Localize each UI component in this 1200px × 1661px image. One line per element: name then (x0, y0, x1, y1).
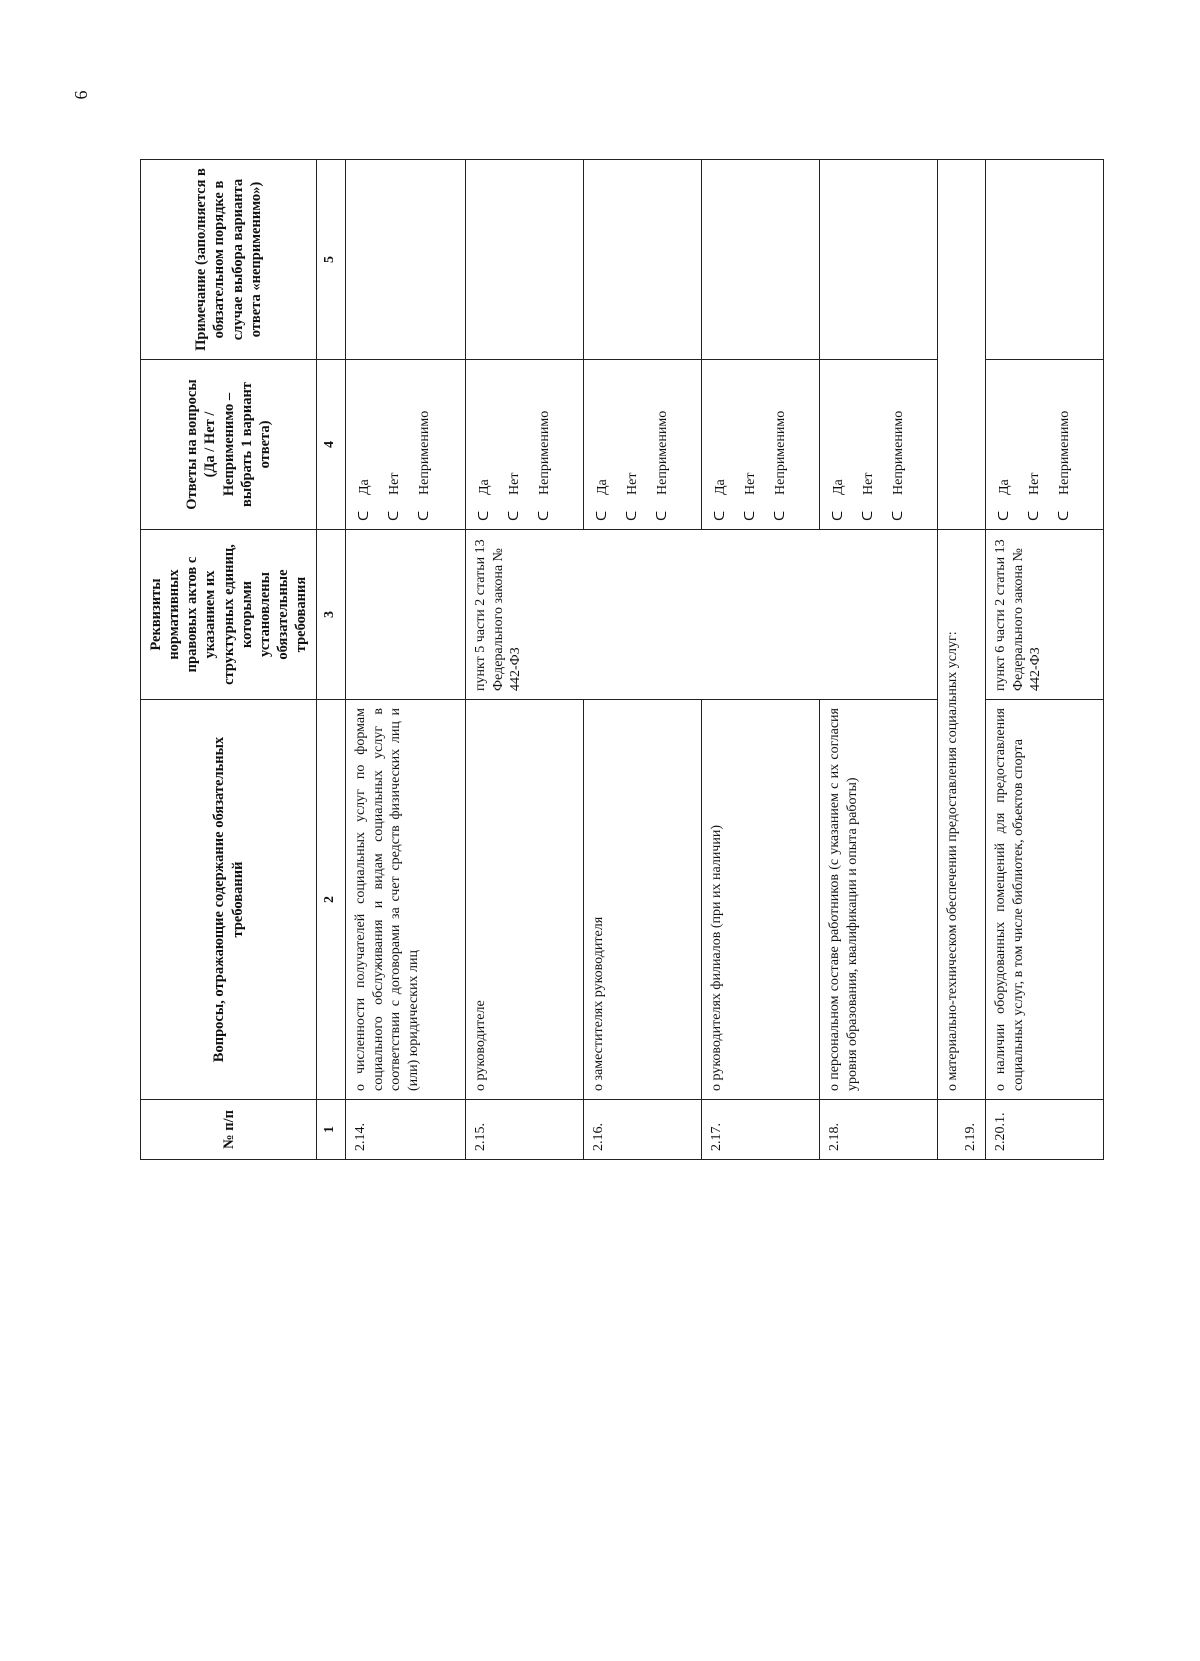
answer-label: Нет (625, 472, 641, 495)
note-cell[interactable] (820, 160, 938, 360)
row-number: 2.20.1. (986, 1100, 1104, 1160)
column-number: 2 (317, 700, 346, 1100)
radio-icon[interactable]: ᑕ (891, 510, 907, 521)
requisites-text (584, 530, 702, 700)
answer-group (820, 360, 938, 530)
column-number: 3 (317, 530, 346, 700)
table-row (584, 160, 702, 1160)
radio-icon[interactable]: ᑕ (861, 510, 877, 521)
row-number: 2.19. (938, 1100, 986, 1160)
answer-group (986, 360, 1104, 530)
column-number: 1 (317, 1100, 346, 1160)
answer-option-no[interactable] (500, 368, 530, 521)
note-cell[interactable] (584, 160, 702, 360)
radio-icon[interactable]: ᑕ (743, 510, 759, 521)
answer-label: Да (595, 479, 611, 495)
answer-option-yes[interactable] (350, 368, 380, 521)
answer-option-no[interactable] (618, 368, 648, 521)
header-question: Вопросы, отражающие содержание обязательных требований (141, 700, 317, 1100)
answer-label: Нет (507, 472, 523, 495)
row-number: 2.18. (820, 1100, 938, 1160)
requirements-table (140, 159, 1104, 1160)
table-row (346, 160, 466, 1160)
radio-icon[interactable]: ᑕ (507, 510, 523, 521)
radio-icon[interactable]: ᑕ (655, 510, 671, 521)
radio-icon[interactable]: ᑕ (417, 510, 433, 521)
requisites-text (702, 530, 820, 700)
answer-option-yes[interactable] (824, 368, 854, 521)
answer-option-no[interactable] (736, 368, 766, 521)
section-row (938, 160, 986, 1160)
note-cell[interactable] (466, 160, 584, 360)
radio-icon[interactable]: ᑕ (1057, 510, 1073, 521)
radio-icon[interactable]: ᑕ (477, 510, 493, 521)
requisites-text: пункт 5 части 2 статьи 13 Федерального закона № 442-ФЗ (466, 530, 584, 700)
question-text: о заместителях руководителя (584, 700, 702, 1100)
radio-icon[interactable]: ᑕ (773, 510, 789, 521)
answer-option-na[interactable] (648, 368, 678, 521)
question-text: о численности получателей социальных услуг по формам социального обслуживания и видам социальных услуг в соответствии с договорами за счет средств физических лиц и (или) юридических лиц (346, 700, 466, 1100)
note-cell[interactable] (986, 160, 1104, 360)
header-row (141, 160, 317, 1160)
question-text: о руководителях филиалов (при их наличии) (702, 700, 820, 1100)
answer-label: Да (831, 479, 847, 495)
radio-icon[interactable]: ᑕ (625, 510, 641, 521)
answer-label: Неприменимо (891, 410, 907, 495)
radio-icon[interactable]: ᑕ (997, 510, 1013, 521)
header-note: Примечание (заполняется в обязательном порядке в случае выбора варианта ответа «неприменимо») (141, 160, 317, 360)
answer-label: Да (997, 479, 1013, 495)
question-text: о наличии оборудованных помещений для предоставления социальных услуг, в том числе библиотек, объектов спорта (986, 700, 1104, 1100)
note-cell[interactable] (702, 160, 820, 360)
radio-icon[interactable]: ᑕ (537, 510, 553, 521)
answer-label: Да (713, 479, 729, 495)
answer-option-no[interactable] (380, 368, 410, 521)
answer-group (702, 360, 820, 530)
radio-icon[interactable]: ᑕ (595, 510, 611, 521)
answer-option-na[interactable] (410, 368, 440, 521)
answer-label: Неприменимо (1057, 410, 1073, 495)
requisites-text (346, 530, 466, 700)
radio-icon[interactable]: ᑕ (831, 510, 847, 521)
answer-label: Да (357, 479, 373, 495)
header-requisites: Реквизиты нормативных правовых актов с указанием их структурных единиц, которыми установлены обязательные требования (141, 530, 317, 700)
section-empty (938, 160, 986, 530)
requisites-text: пункт 6 части 2 статьи 13 Федерального закона № 442-ФЗ (986, 530, 1104, 700)
table-row (986, 160, 1104, 1160)
table-row (466, 160, 584, 1160)
answer-option-yes[interactable] (470, 368, 500, 521)
radio-icon[interactable]: ᑕ (1027, 510, 1043, 521)
answer-option-na[interactable] (884, 368, 914, 521)
radio-icon[interactable]: ᑕ (713, 510, 729, 521)
page-number: 6 (71, 90, 91, 100)
row-number: 2.14. (346, 1100, 466, 1160)
answer-label: Неприменимо (655, 410, 671, 495)
row-number: 2.16. (584, 1100, 702, 1160)
question-text: о руководителе (466, 700, 584, 1100)
question-text: о персональном составе работников (с указанием с их согласия уровня образования, квалификации и опыта работы) (820, 700, 938, 1100)
answer-option-no[interactable] (854, 368, 884, 521)
answer-group (346, 360, 466, 530)
table-row (702, 160, 820, 1160)
column-number: 5 (317, 160, 346, 360)
answer-option-yes[interactable] (588, 368, 618, 521)
answer-label: Да (477, 479, 493, 495)
answer-group (584, 360, 702, 530)
answer-option-yes[interactable] (990, 368, 1020, 521)
header-answers: Ответы на вопросы (Да / Нет / Неприменимо – выбрать 1 вариант ответа) (141, 360, 317, 530)
note-cell[interactable] (346, 160, 466, 360)
answer-label: Нет (743, 472, 759, 495)
answer-option-yes[interactable] (706, 368, 736, 521)
answer-option-na[interactable] (1050, 368, 1080, 521)
answer-option-no[interactable] (1020, 368, 1050, 521)
row-number: 2.15. (466, 1100, 584, 1160)
rotated-table-container (140, 100, 1140, 1160)
requisites-text (820, 530, 938, 700)
radio-icon[interactable]: ᑕ (357, 510, 373, 521)
column-number-row (317, 160, 346, 1160)
row-number: 2.17. (702, 1100, 820, 1160)
section-text: о материально-техническом обеспечении предоставления социальных услуг: (938, 530, 986, 1100)
answer-label: Неприменимо (417, 410, 433, 495)
table-row (820, 160, 938, 1160)
answer-label: Неприменимо (537, 410, 553, 495)
radio-icon[interactable]: ᑕ (387, 510, 403, 521)
answer-option-na[interactable] (766, 368, 796, 521)
answer-group (466, 360, 584, 530)
answer-label: Неприменимо (773, 410, 789, 495)
column-number: 4 (317, 360, 346, 530)
answer-label: Нет (1027, 472, 1043, 495)
answer-label: Нет (387, 472, 403, 495)
header-num: № п/п (141, 1100, 317, 1160)
answer-label: Нет (861, 472, 877, 495)
answer-option-na[interactable] (530, 368, 560, 521)
